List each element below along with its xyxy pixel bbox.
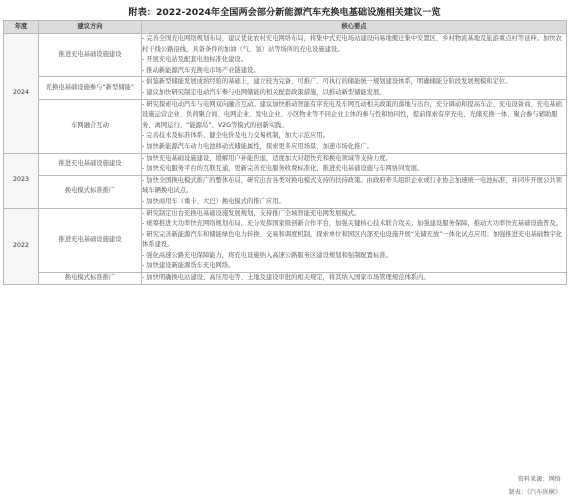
point-item: - 倡鉴新型储能发展成熟经验的基础上，建立较为完备、可推广、可执行的储能统一规划建设体系，明确储能分阶段发展规模和定位。 bbox=[142, 78, 512, 86]
points-cell bbox=[142, 99, 567, 153]
point-item: - 加快充电基础设施建设，缓解用户补能焦虑，适度加大对超快充和换电领域等支持力度。 bbox=[142, 154, 392, 162]
points-cell bbox=[142, 273, 567, 285]
point-item: - 加快商用车（重卡、大巴）换电模式的推广应用。 bbox=[142, 197, 285, 205]
table-row bbox=[4, 34, 567, 77]
header-year: 年度 bbox=[4, 21, 39, 34]
table-row bbox=[4, 153, 567, 175]
direction-cell: 换电模式标准推广 bbox=[39, 273, 142, 285]
point-item: - 研究制定出台充换电基础设施发展规划，支持推广全域智能充电网发展模式。 bbox=[142, 209, 361, 217]
point-item: - 完善技术及标准体系、健全电价及电力交易机制，加大示范应用。 bbox=[142, 132, 329, 140]
direction-cell: 推进充电基础设施建设 bbox=[39, 153, 142, 175]
header-row bbox=[4, 21, 567, 34]
point-item: - 加快建设新能源货车充电网络。 bbox=[142, 262, 235, 270]
table-row bbox=[4, 273, 567, 285]
point-item: - 强化高速公路充电保障能力，将充电设施纳入高速公路服务区建设规划和强制配置标准。 bbox=[142, 251, 392, 259]
made-by-note: 制表：《汽车纵横》 bbox=[508, 489, 561, 496]
direction-cell: 推进充电基础设施建设 bbox=[39, 34, 142, 77]
table-row bbox=[4, 208, 567, 273]
point-item: - 加快全国换电模式推广的整体布局，研究出台各类对换电模式支持的扶持政策。由政府牵头组织企业或行业协会加速统一电池标准，并同步开展公共领域车辆换电试点。 bbox=[142, 176, 562, 195]
suggestions-table bbox=[3, 20, 567, 285]
point-item: - 完善全国充电网络规划布局，建议优化农村充电网络布局，将集中式充电场站建设向易地搬迁集中安置区、乡村物流基地及旅游重点村等延伸。加快农村干线公路沿线，具备条件的加油（气、氢）站等场所的充电设施建设。 bbox=[142, 35, 562, 53]
points-cell bbox=[142, 175, 567, 208]
points-cell bbox=[142, 153, 567, 175]
year-cell: 2023 bbox=[4, 153, 39, 208]
header-points: 核心要点 bbox=[142, 21, 567, 34]
point-item: - 研究探索电动汽车与电网双向融合互动。建议加快推动智能有序充电及车网互动相关政策的落地与出台，充分调动和提高车企、充电设备商、充电基础设施运营企业、负荷聚合商、电网企业、发电企业、小区物业等不同企业主体的参与性和协同性，提前探索有序充电、光储充换一体、聚合参与辅助服务、离网运行、“能源岛”、V2G等模式的创新实践。 bbox=[142, 100, 562, 129]
table-row bbox=[4, 99, 567, 153]
year-cell: 2022 bbox=[4, 208, 39, 284]
table-title: 附表：2022-2024年全国两会部分新能源汽车充换电基础设施相关建议一览 bbox=[128, 7, 441, 18]
point-item: - 统筹推进大功率快充网络规划布局，充分发挥国家级创新合作平台，加强关键核心技术联合攻关；加强建设服务保障，推动大功率快充基础设施普及。 bbox=[142, 220, 562, 228]
year-cell: 2024 bbox=[4, 34, 39, 154]
direction-cell: 换电模式标准推广 bbox=[39, 175, 142, 208]
header-direction: 建议方向 bbox=[39, 21, 142, 34]
point-item: - 加快明确换电站建设、高压用电等、土地及建设审批的相关规定，将其纳入国家市场管理规范体系内。 bbox=[142, 274, 430, 282]
direction-cell: 推进充电基础设施建设 bbox=[39, 208, 142, 273]
points-cell bbox=[142, 77, 567, 99]
points-cell bbox=[142, 34, 567, 77]
source-note: 资料来源：网络 bbox=[517, 476, 561, 483]
point-item: - 研究完善新能源汽车和储能绿色电力转换、交易和调度机制，探索单位和园区内部充电设施开展“光储充放”一体化试点应用；加强推进充电基础数字化体系建设。 bbox=[142, 230, 563, 249]
table-row bbox=[4, 77, 567, 99]
direction-cell: 车网融合互动 bbox=[39, 99, 142, 153]
direction-cell: 充换电基础设施参与“新型储能” bbox=[39, 77, 142, 99]
points-cell bbox=[142, 208, 567, 273]
table-row bbox=[4, 175, 567, 208]
point-item: - 开展充电站及配套电池标准化建设。 bbox=[142, 56, 248, 64]
point-item: - 推动新能源汽车充换电市场产业链建设。 bbox=[142, 66, 260, 74]
point-item: - 建议加快研究制定电动汽车参与电网储能的相关配套政策措施，以推动新型储能发展。 bbox=[142, 88, 386, 96]
point-item: - 加快新能源汽车动力电池移动式储能属性，探索更多应用场景，加速市场化推广。 bbox=[142, 142, 373, 150]
point-item: - 加快充电服务平台的互联互通，更新完善充电服务收费标准化，推进充电基础设施与车网协同发展。 bbox=[142, 165, 424, 173]
